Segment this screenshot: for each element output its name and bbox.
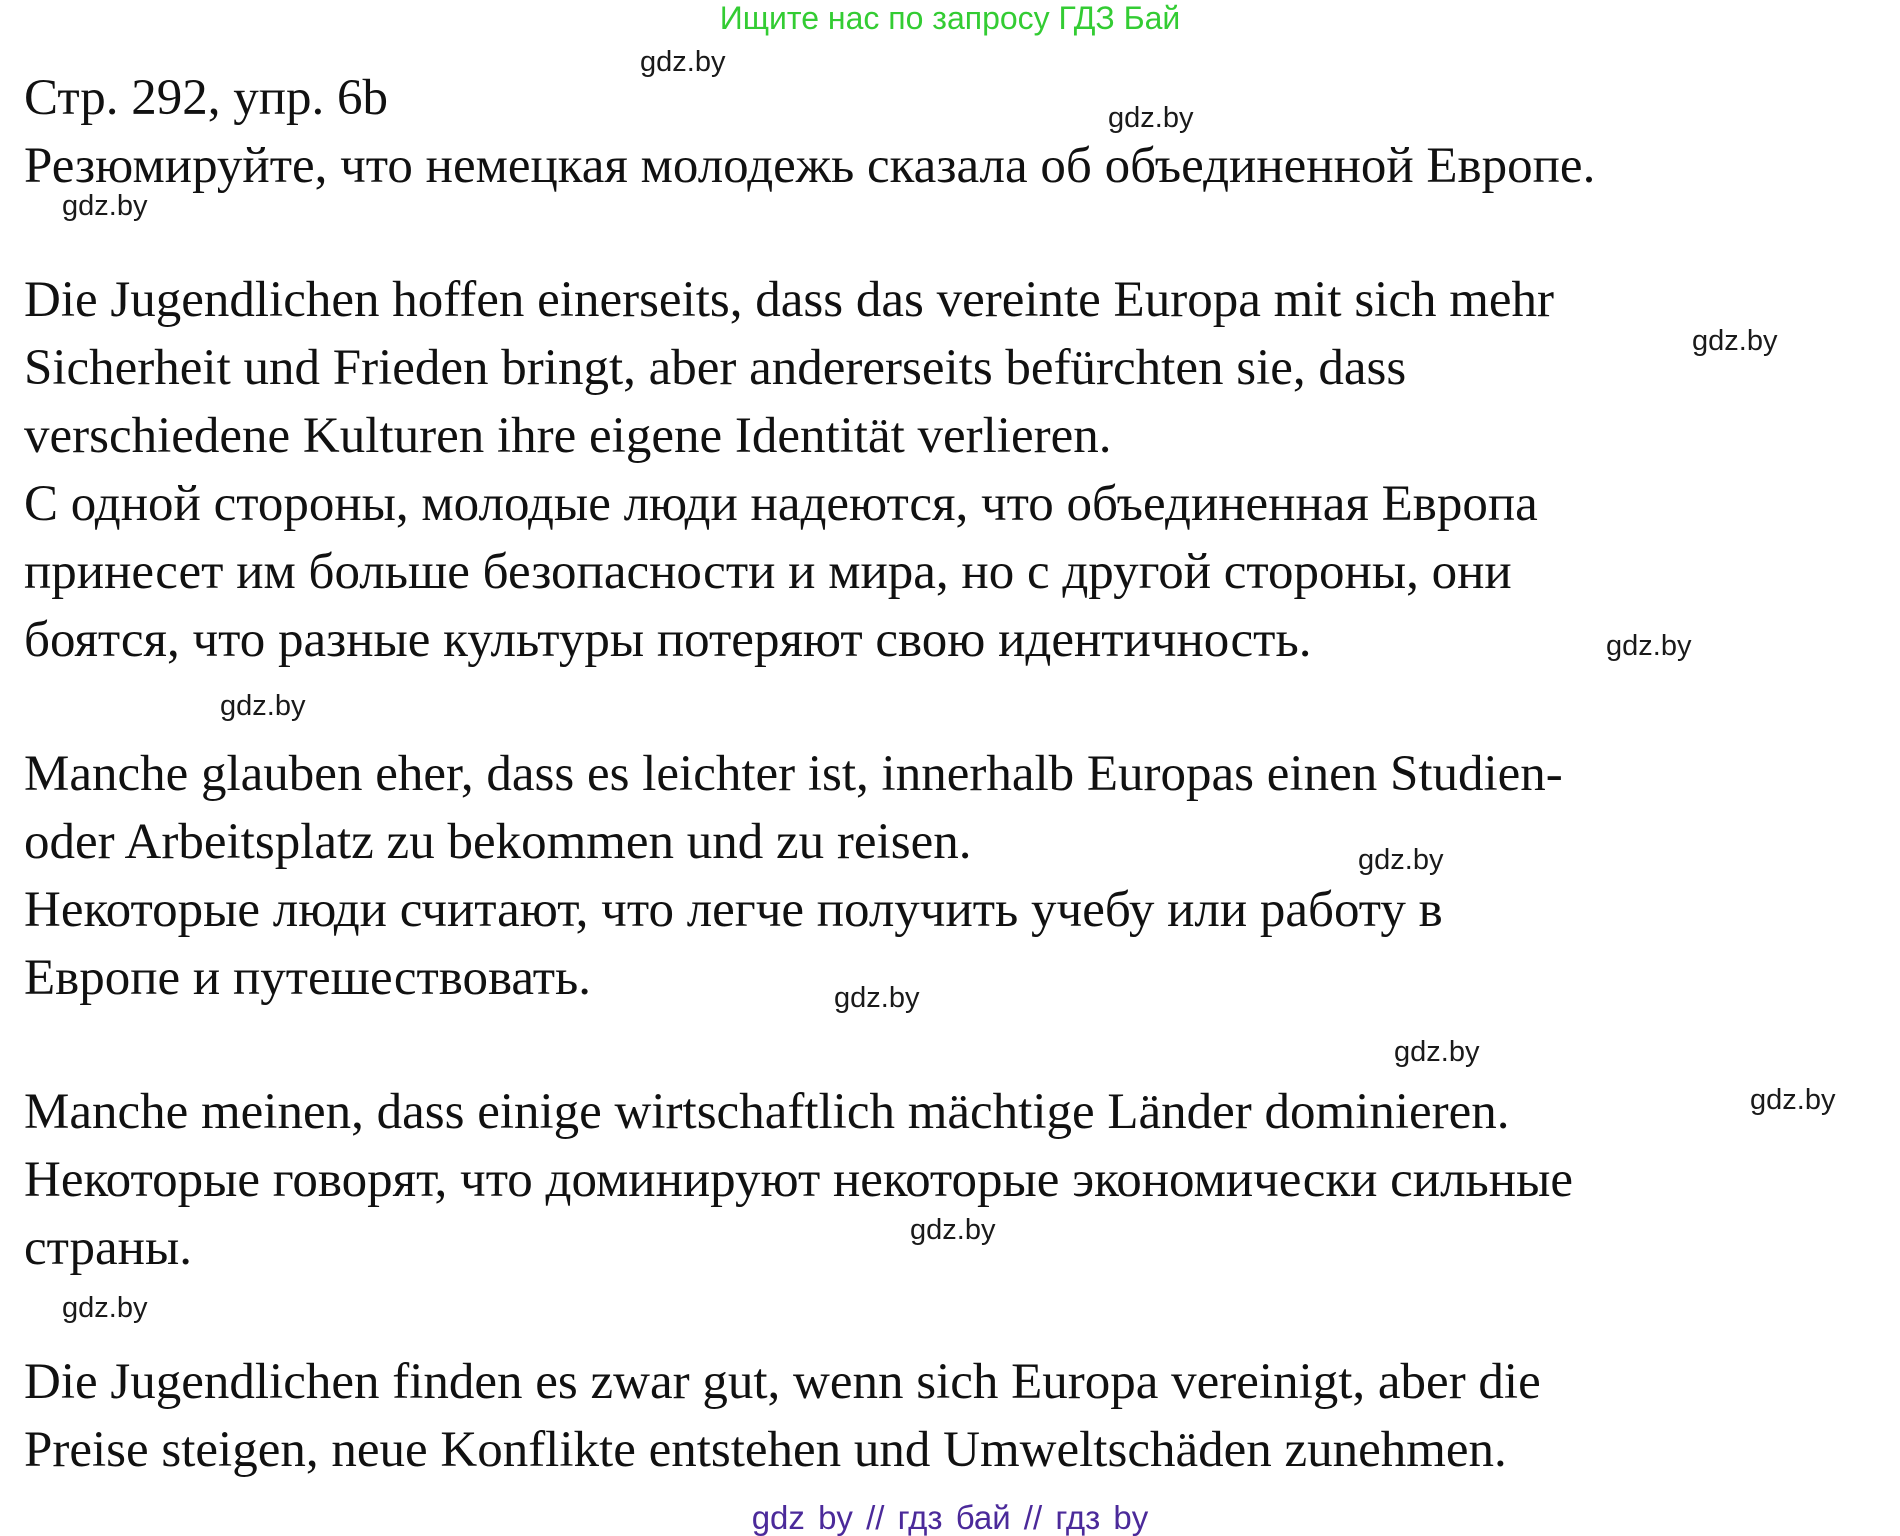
paragraph-4-line-2: Preise steigen, neue Konflikte entstehen und Umweltschäden zunehmen. — [24, 1422, 1507, 1478]
watermark: gdz.by — [1750, 1084, 1836, 1116]
paragraph-2-line-2: oder Arbeitsplatz zu bekommen und zu reisen. — [24, 814, 972, 870]
watermark: gdz.by — [1606, 630, 1692, 662]
paragraph-2-line-4: Европе и путешествовать. — [24, 950, 592, 1006]
watermark: gdz.by — [834, 982, 920, 1014]
paragraph-1-line-5: принесет им больше безопасности и мира, но с другой стороны, они — [24, 544, 1512, 600]
paragraph-3-line-1: Manche meinen, dass einige wirtschaftlich mächtige Länder dominieren. — [24, 1084, 1510, 1140]
watermark: gdz.by — [910, 1214, 996, 1246]
paragraph-1-line-1: Die Jugendlichen hoffen einerseits, dass das vereinte Europa mit sich mehr — [24, 272, 1555, 328]
paragraph-1-line-4: С одной стороны, молодые люди надеются, что объединенная Европа — [24, 476, 1538, 532]
watermark: gdz.by — [1394, 1036, 1480, 1068]
paragraph-1-line-2: Sicherheit und Frieden bringt, aber andererseits befürchten sie, dass — [24, 340, 1407, 396]
paragraph-3-line-2: Некоторые говорят, что доминируют некоторые экономически сильные — [24, 1152, 1574, 1208]
watermark: gdz.by — [1692, 325, 1778, 357]
watermark: gdz.by — [1358, 844, 1444, 876]
watermark: gdz.by — [1108, 102, 1194, 134]
page-title: Стр. 292, упр. 6b — [24, 70, 389, 126]
paragraph-2-line-3: Некоторые люди считают, что легче получить учебу или работу в — [24, 882, 1443, 938]
paragraph-1-line-6: боятся, что разные культуры потеряют свою идентичность. — [24, 612, 1312, 668]
bottom-banner: gdz by // гдз бай // гдз by — [751, 1499, 1149, 1536]
watermark: gdz.by — [220, 690, 306, 722]
top-banner: Ищите нас по запросу ГДЗ Бай — [719, 0, 1181, 36]
watermark: gdz.by — [62, 1292, 148, 1324]
paragraph-2-line-1: Manche glauben eher, dass es leichter ist, innerhalb Europas einen Studien- — [24, 746, 1563, 802]
watermark: gdz.by — [640, 46, 726, 78]
watermark: gdz.by — [62, 190, 148, 222]
paragraph-4-line-1: Die Jugendlichen finden es zwar gut, wenn sich Europa vereinigt, aber die — [24, 1354, 1541, 1410]
paragraph-3-line-3: страны. — [24, 1220, 192, 1276]
task-text: Резюмируйте, что немецкая молодежь сказала об объединенной Европе. — [24, 138, 1596, 194]
paragraph-1-line-3: verschiedene Kulturen ihre eigene Identität verlieren. — [24, 408, 1112, 464]
